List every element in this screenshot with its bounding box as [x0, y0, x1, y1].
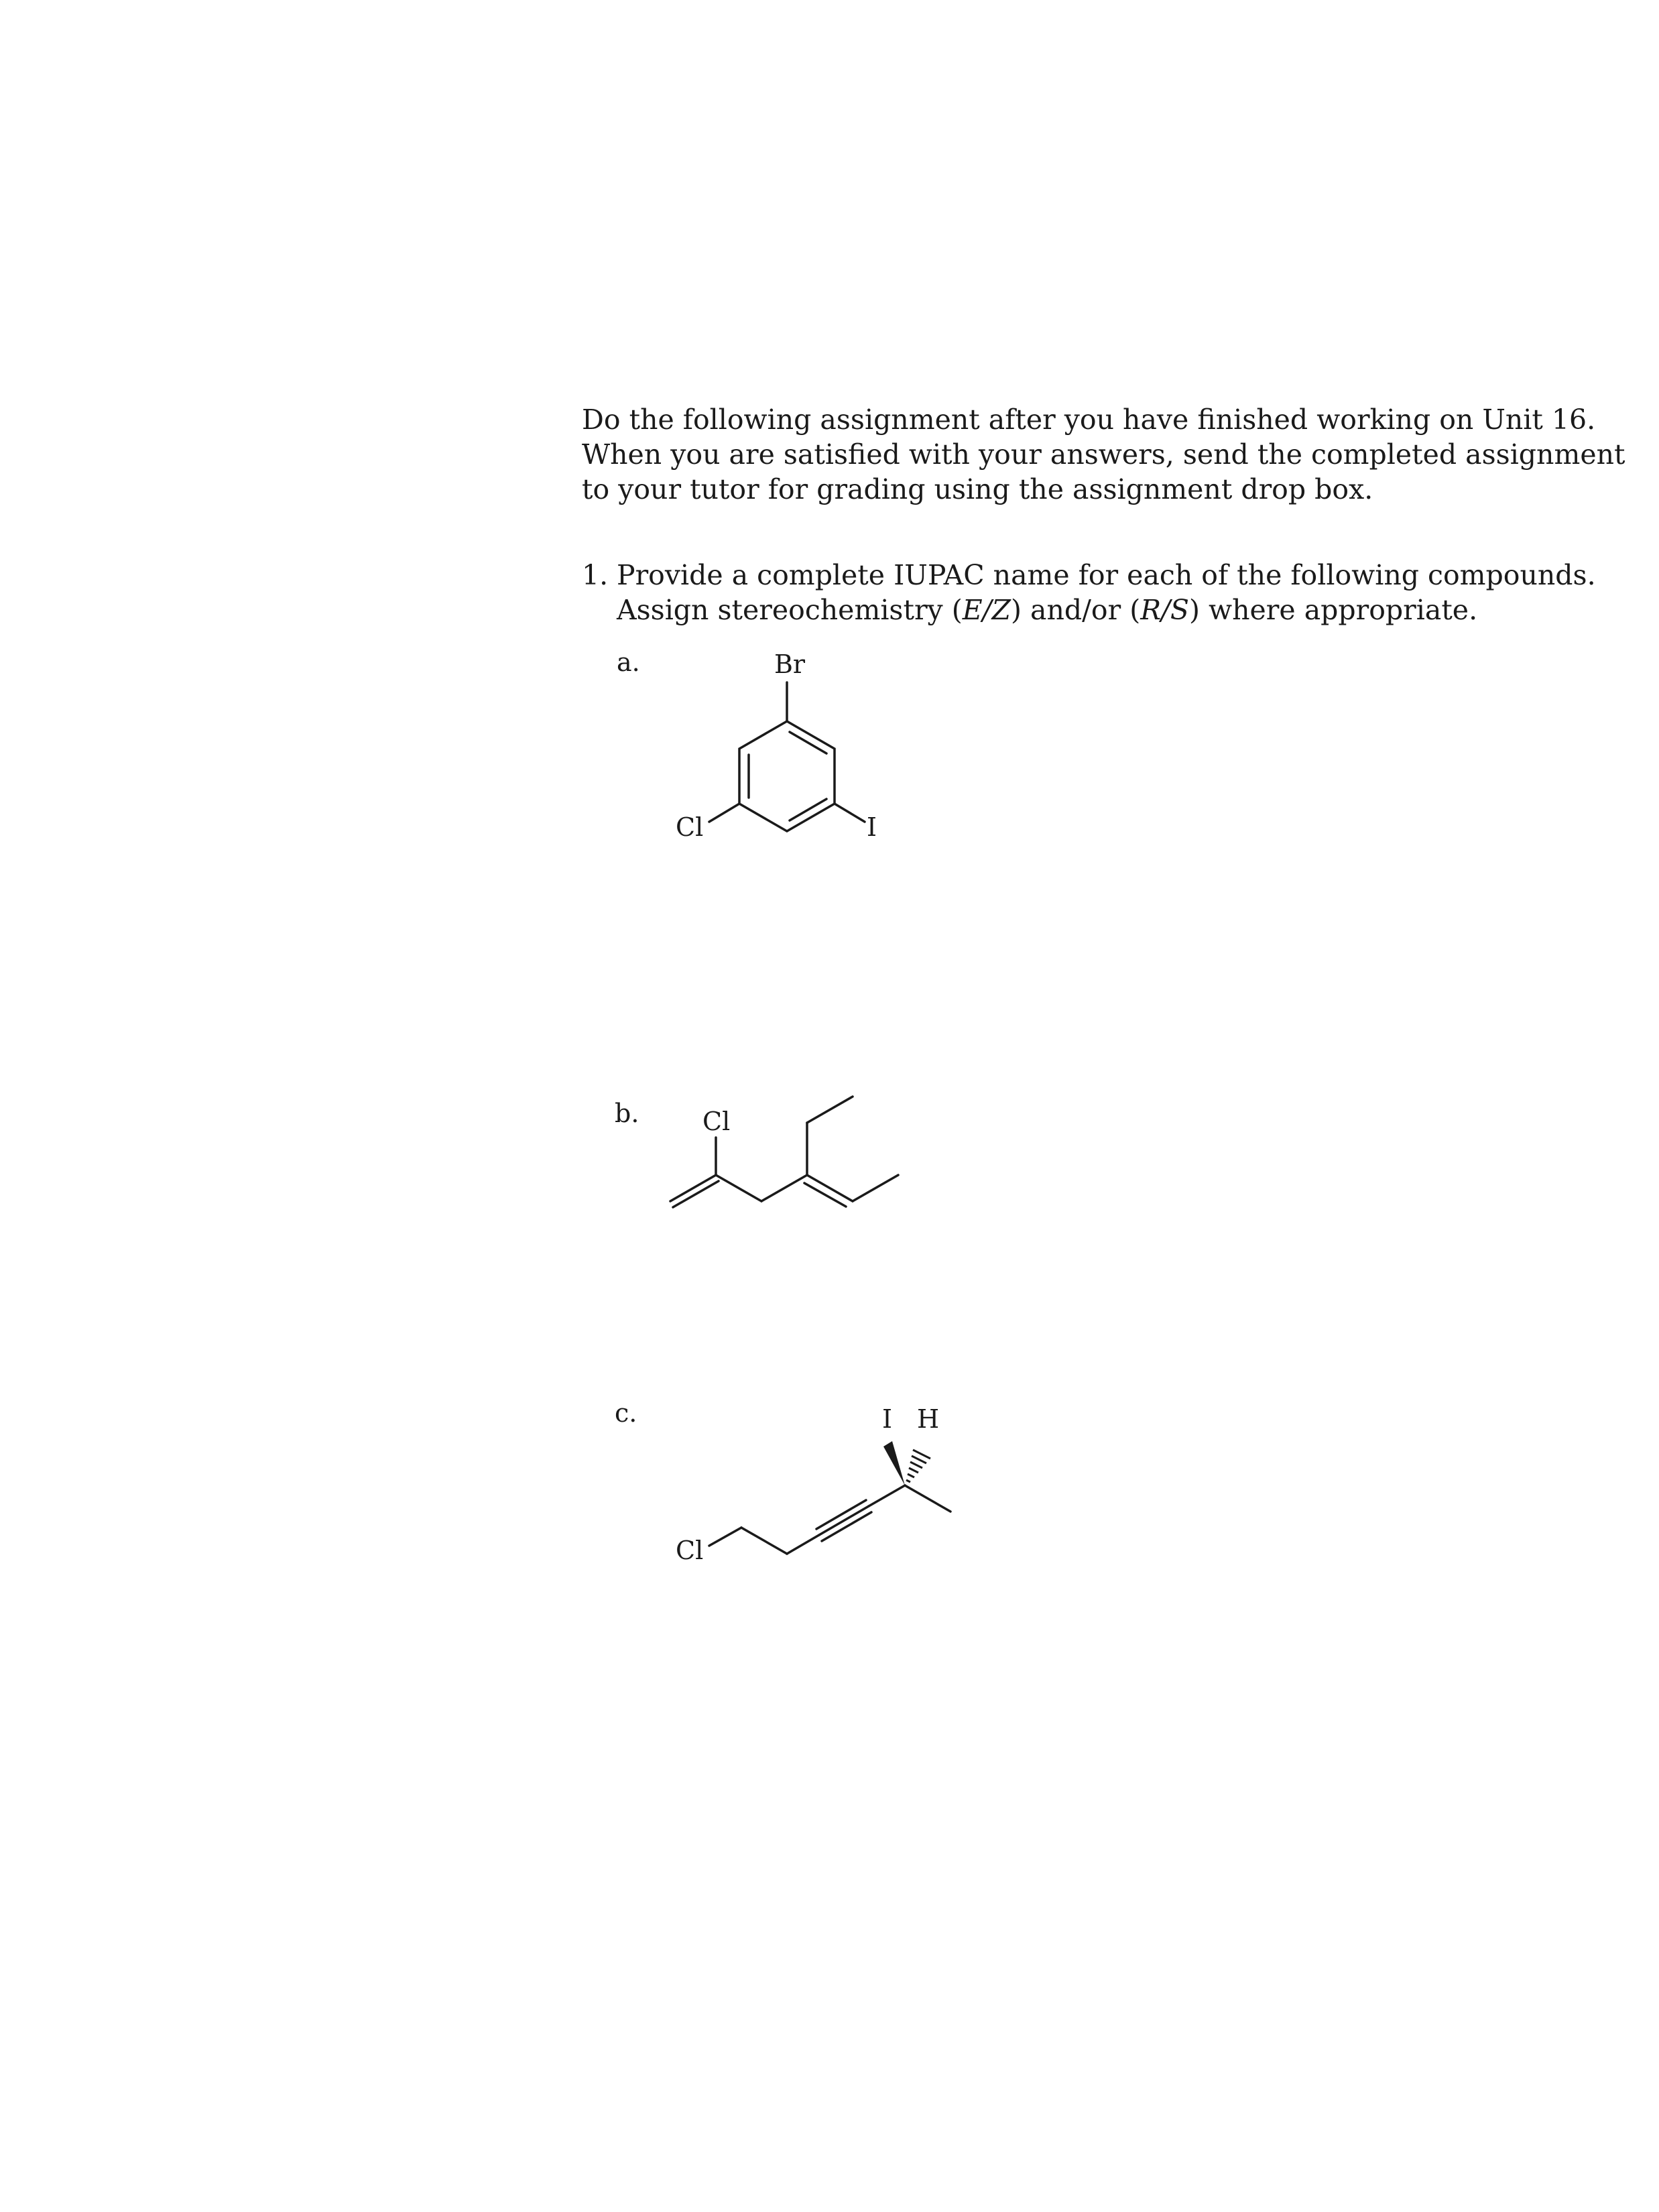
- atom-cl-b: Cl: [702, 1107, 731, 1136]
- part-b-label: b.: [615, 1099, 639, 1128]
- chain-3: [869, 1485, 905, 1506]
- intro-line-3: to your tutor for grading using the assignment drop box.: [582, 473, 1373, 505]
- intro-line-2: When you are satisfied with your answers, send the completed assignment: [582, 438, 1625, 471]
- hash-bond-h: [906, 1450, 930, 1482]
- q-line2-mid: ) and/or (: [1010, 594, 1141, 626]
- part-c-label: c.: [615, 1398, 637, 1428]
- chain-2: [787, 1535, 819, 1554]
- atom-cl: Cl: [676, 812, 704, 842]
- part-a-label: a.: [617, 648, 640, 677]
- wedge-bond-i: [883, 1441, 905, 1485]
- atom-i-c: I: [882, 1404, 893, 1434]
- atom-i: I: [867, 812, 877, 842]
- atom-h-c: H: [917, 1404, 940, 1434]
- methyl: [905, 1485, 950, 1512]
- atom-cl-c: Cl: [676, 1536, 704, 1565]
- bond-cl-c: [709, 1528, 741, 1546]
- intro-line-1: Do the following assignment after you have finished working on Unit 16.: [582, 404, 1596, 436]
- stereo-ez: E/Z: [962, 594, 1011, 626]
- stereo-rs: R/S: [1140, 594, 1190, 626]
- triple-bond-center: [819, 1506, 869, 1535]
- triple-bond-b: [822, 1512, 871, 1541]
- question-line-1: Provide a complete IUPAC name for each of the following compounds.: [617, 559, 1596, 591]
- triple-bond-a: [816, 1500, 866, 1529]
- atom-br: Br: [774, 650, 806, 679]
- q-line2-post: ) where appropriate.: [1189, 594, 1478, 626]
- chain-1: [741, 1528, 787, 1554]
- question-number: 1.: [582, 559, 609, 591]
- q-line2-pre: Assign stereochemistry (: [617, 594, 963, 626]
